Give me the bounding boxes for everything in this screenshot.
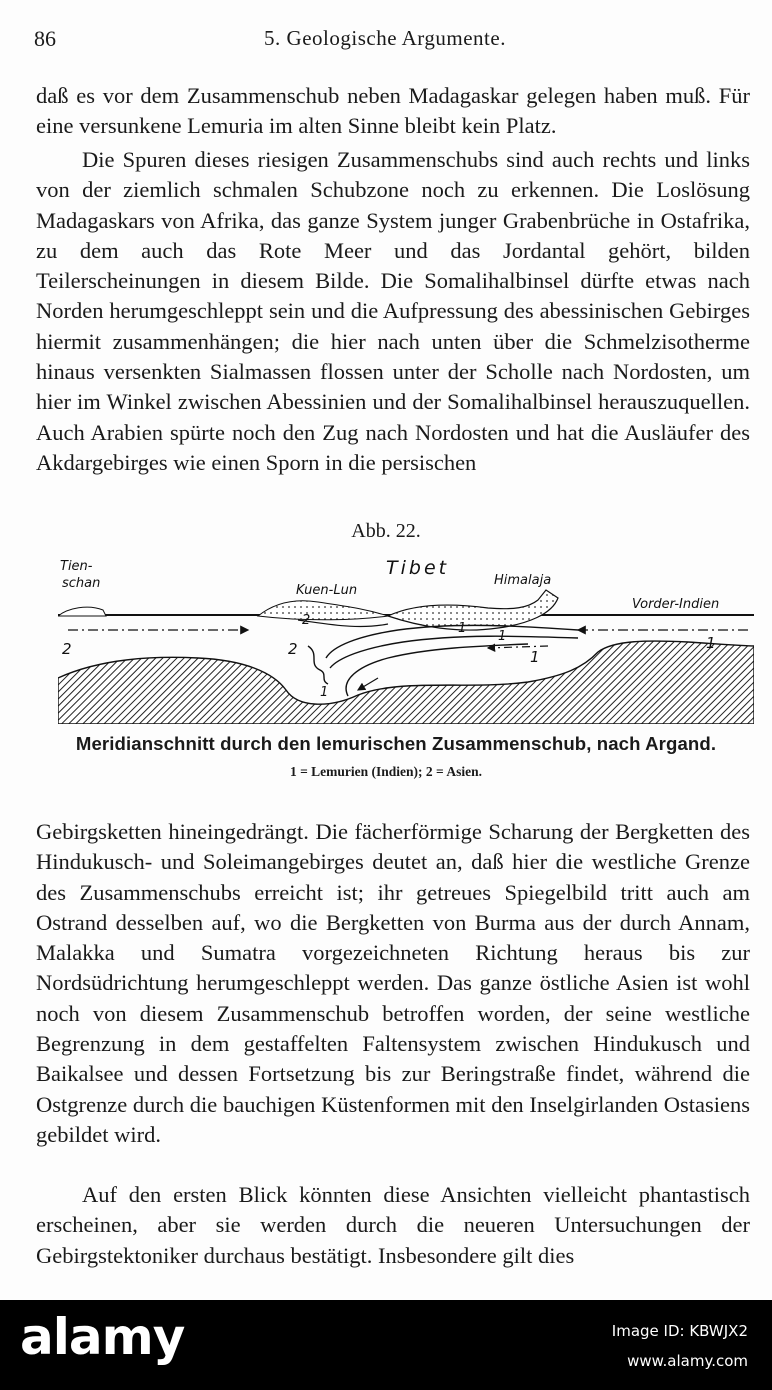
label-india: 1 [706,634,716,652]
figure-number: Abb. 22. [351,520,421,542]
fold-layer [330,636,578,668]
tienschan-uplift [58,607,106,616]
site-url: www.alamy.com [627,1352,748,1370]
paragraph: daß es vor dem Zusammenschub neben Madagaskar gelegen haben muß. Für eine versunkene Lemuria im alten Sinne bleibt kein Platz. [36,83,750,139]
label-india: 1 [498,629,507,644]
label-vorderindien: Vorder-Indien [632,597,720,612]
label-asia: 2 [302,613,311,628]
page-number: 86 [34,26,56,51]
flow-arrow [358,678,378,690]
watermark-banner [0,1300,772,1390]
label-tibet: Tibet [386,557,450,579]
fold-layer [298,620,388,627]
paragraph: Die Spuren dieses riesigen Zusammenschubs sind auch rechts und links von der ziemlich schmalen Schubzone noch zu erkennen. Die Loslösung Madagaskars von Afrika, das ganze System junger Grabenbrüche in Ostafrika, zu dem auch das Rote Meer und das Jordantal gehört, bilden Teilerscheinungen in diesem Bilde. Die Somalihalbinsel dürfte etwas nach Norden herumgeschleppt sein und die Aufpressung des abessinischen Gebirges hiermit zusammenhängen; die hier nach unten über die Schmelzisotherme hinaus versenkten Sialmassen flossen unter der Scholle nach Nordosten, um hier im Winkel zwischen Abessinien und der Somalihalbinsel herauszuquellen. Auch Arabien spürte noch den Zug nach Nordosten und hat die Ausläufer des Akdargebirges wie einen Sporn in die persischen [36,147,750,475]
paragraph: Auf den ersten Blick könnten diese Ansichten vielleicht phantastisch erscheinen, aber sie werden durch die neueren Untersuchungen der Gebirgstektoniker durchaus bestätigt. Insbesondere gilt dies [36,1182,750,1268]
running-head: 5. Geologische Argumente. [264,26,506,50]
figure-legend: 1 = Lemurien (Indien); 2 = Asien. [289,764,483,779]
figure-cross-section [58,550,754,724]
label-asia: 2 [62,640,72,658]
label-kuenlun: Kuen-Lun [296,583,358,598]
paragraph: Gebirgsketten hineingedrängt. Die fächerförmige Scharung der Bergketten des Hindukusch- und Soleimangebirges deutet an, daß hier die westliche Grenze des Zusammenschubs erreicht ist; ihr getreues Spiegelbild tritt auch am Ostrand desselben auf, wo die Bergketten von Burma aus der durch Annam, Malakka und Sumatra vorgezeichneten Richtung heraus bis zur Nordsüdrichtung herumgeschleppt werden. Das ganze östliche Asien ist wohl noch von diesem Zusammenschub betroffen worden, der seine westliche Begrenzung in dem gestaffelten Faltensystem zwischen Hindukusch und Baikalsee und dessen Fortsetzung bis zur Beringstraße findet, während die Ostgrenze durch die bauchigen Küstenformen mit den Inselgirlanden Ostasiens gebildet wird. [36,819,750,1147]
page-header [34,26,736,56]
alamy-logo: alamy [20,1308,185,1366]
fold-layer [308,646,328,684]
fold-layer [326,625,578,658]
image-id: Image ID: KBWJX2 [611,1322,748,1340]
label-india: 1 [458,621,467,636]
label-india: 1 [530,648,540,666]
label-india: 1 [320,685,329,700]
label-himalaja: Himalaja [494,573,552,588]
sediment-wedge [388,590,558,630]
label-tienschan: schan [62,576,101,591]
cross-section-diagram [58,550,754,724]
label-asia: 2 [288,640,298,658]
label-tienschan: Tien- [60,559,93,574]
figure-caption: Meridianschnitt durch den lemurischen Zusammenschub, nach Argand. [75,733,717,754]
kuenlun-uplift [258,601,388,620]
